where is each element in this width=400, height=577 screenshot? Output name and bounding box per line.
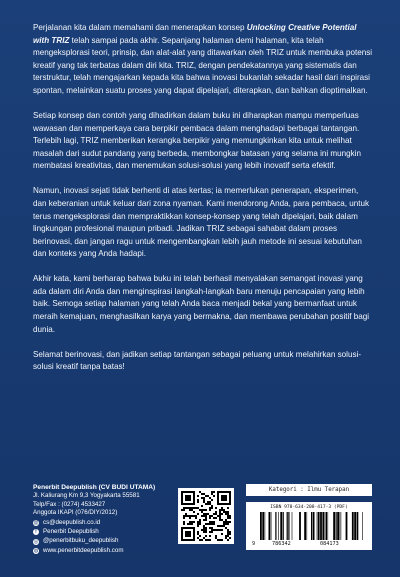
facebook-icon: f xyxy=(33,529,39,535)
barcode-digits-left: 786342 xyxy=(272,541,291,547)
barcode-icon xyxy=(260,512,364,540)
paragraph-1 xyxy=(33,22,373,98)
barcode-digits-right: 084173 xyxy=(320,541,339,547)
web-icon: ◍ xyxy=(33,548,39,555)
paragraph-3: Namun, inovasi sejati tidak berhenti di atas kertas; ia memerlukan penerapan, eksperimen, dan keberanian untuk keluar dari zona nyaman. Kami mendorong Anda, para pembaca, untuk terus mengeksplorasi dan mempraktikkan konsep-konsep yang telah dipelajari, baik dalam lingkungan profesional maupun pribadi. Jadikan TRIZ sebagai sahabat dalam proses berinovasi, dan jangan ragu untuk mengembangkan lebih jauh metode ini sesuai kebutuhan dan konteks yang Anda hadapi. xyxy=(33,186,370,259)
qr-code-icon xyxy=(181,491,231,541)
paragraph-5: Selamat berinovasi, dan jadikan setiap tantangan sebagai peluang untuk melahirkan solusi-solusi kreatif tanpa batas! xyxy=(33,349,362,372)
barcode-digit-first: 9 xyxy=(252,541,256,547)
book-title-emphasis: Unlocking Creative Potential with TRIZ xyxy=(33,23,357,45)
facebook-text: Penerbit Deepublish xyxy=(43,528,99,536)
publisher-ikapi: Anggota IKAPI (076/DIY/2012) xyxy=(33,509,118,517)
email-text: cs@deepublish.co.id xyxy=(43,518,101,526)
blurb-text xyxy=(33,22,373,386)
category-label: Kategori : Ilmu Terapan xyxy=(246,484,372,496)
instagram-icon: ◎ xyxy=(33,538,39,545)
isbn-barcode xyxy=(246,502,372,550)
email-icon: @ xyxy=(33,519,39,526)
instagram-text: @penerbitbuku_deepublish xyxy=(43,537,119,545)
contact-web xyxy=(33,547,173,555)
isbn-text: ISBN 978-634-208-417-3 (PDF) xyxy=(270,505,348,510)
paragraph-2: Setiap konsep dan contoh yang dihadirkan dalam buku ini diharapkan mampu memperluas wawasan dan memperkaya cara berpikir pembaca dalam menghadapi berbagai tantangan. Terlebih lagi, TRIZ memberikan kerangka berpikir yang memungkinkan kita untuk melihat masalah dari sudut pandang yang berbeda, membongkar batasan yang selama ini mungkin membatasi kreativitas, dan menemukan solusi-solusi yang lebih inovatif serta efektif. xyxy=(33,110,362,171)
contact-facebook xyxy=(33,528,173,536)
publisher-address: Jl. Kaliurang Km 9,3 Yogyakarta 55581 xyxy=(33,492,140,500)
publisher-info xyxy=(33,484,173,555)
contact-email xyxy=(33,519,173,527)
paragraph-4: Akhir kata, kami berharap bahwa buku ini telah berhasil menyalakan semangat inovasi yang ada dalam diri Anda dan menginspirasi langkah-langkah baru menuju pencapaian yang lebih baik. Semoga setiap halaman yang telah Anda baca menjadi bekal yang bermanfaat untuk meraih kemajuan, menghasilkan karya yang bermakna, dan membawa perubahan positif bagi dunia. xyxy=(33,274,370,334)
publisher-name: Penerbit Deepublish (CV BUDI UTAMA) xyxy=(33,484,156,491)
cover-footer xyxy=(0,484,400,577)
contact-instagram xyxy=(33,537,173,545)
paragraph-1-text-cont: telah sampai pada akhir. Sepanjang halaman demi halaman, kita telah mengeksplorasi teori, prinsip, dan alat-alat yang ditawarkan oleh TRIZ untuk membuka potensi kreatif yang tak terbatas dalam diri kita. TRIZ, dengan pendekatannya yang sistematis dan terstruktur, telah mengajarkan kepada kita bahwa inovasi bukanlah sekadar hasil dari inspirasi spontan, melainkan suatu proses yang dapat dipelajari, diterapkan, dan bahkan dioptimalkan. xyxy=(33,35,373,95)
paragraph-1-text: Perjalanan kita dalam memahami dan menerapkan konsep xyxy=(33,23,247,32)
qr-code xyxy=(178,488,234,544)
web-text: www.penerbitdeepublish.com xyxy=(43,546,124,554)
publisher-phone: Telp/Fax : (0274) 4533427 xyxy=(33,500,106,508)
